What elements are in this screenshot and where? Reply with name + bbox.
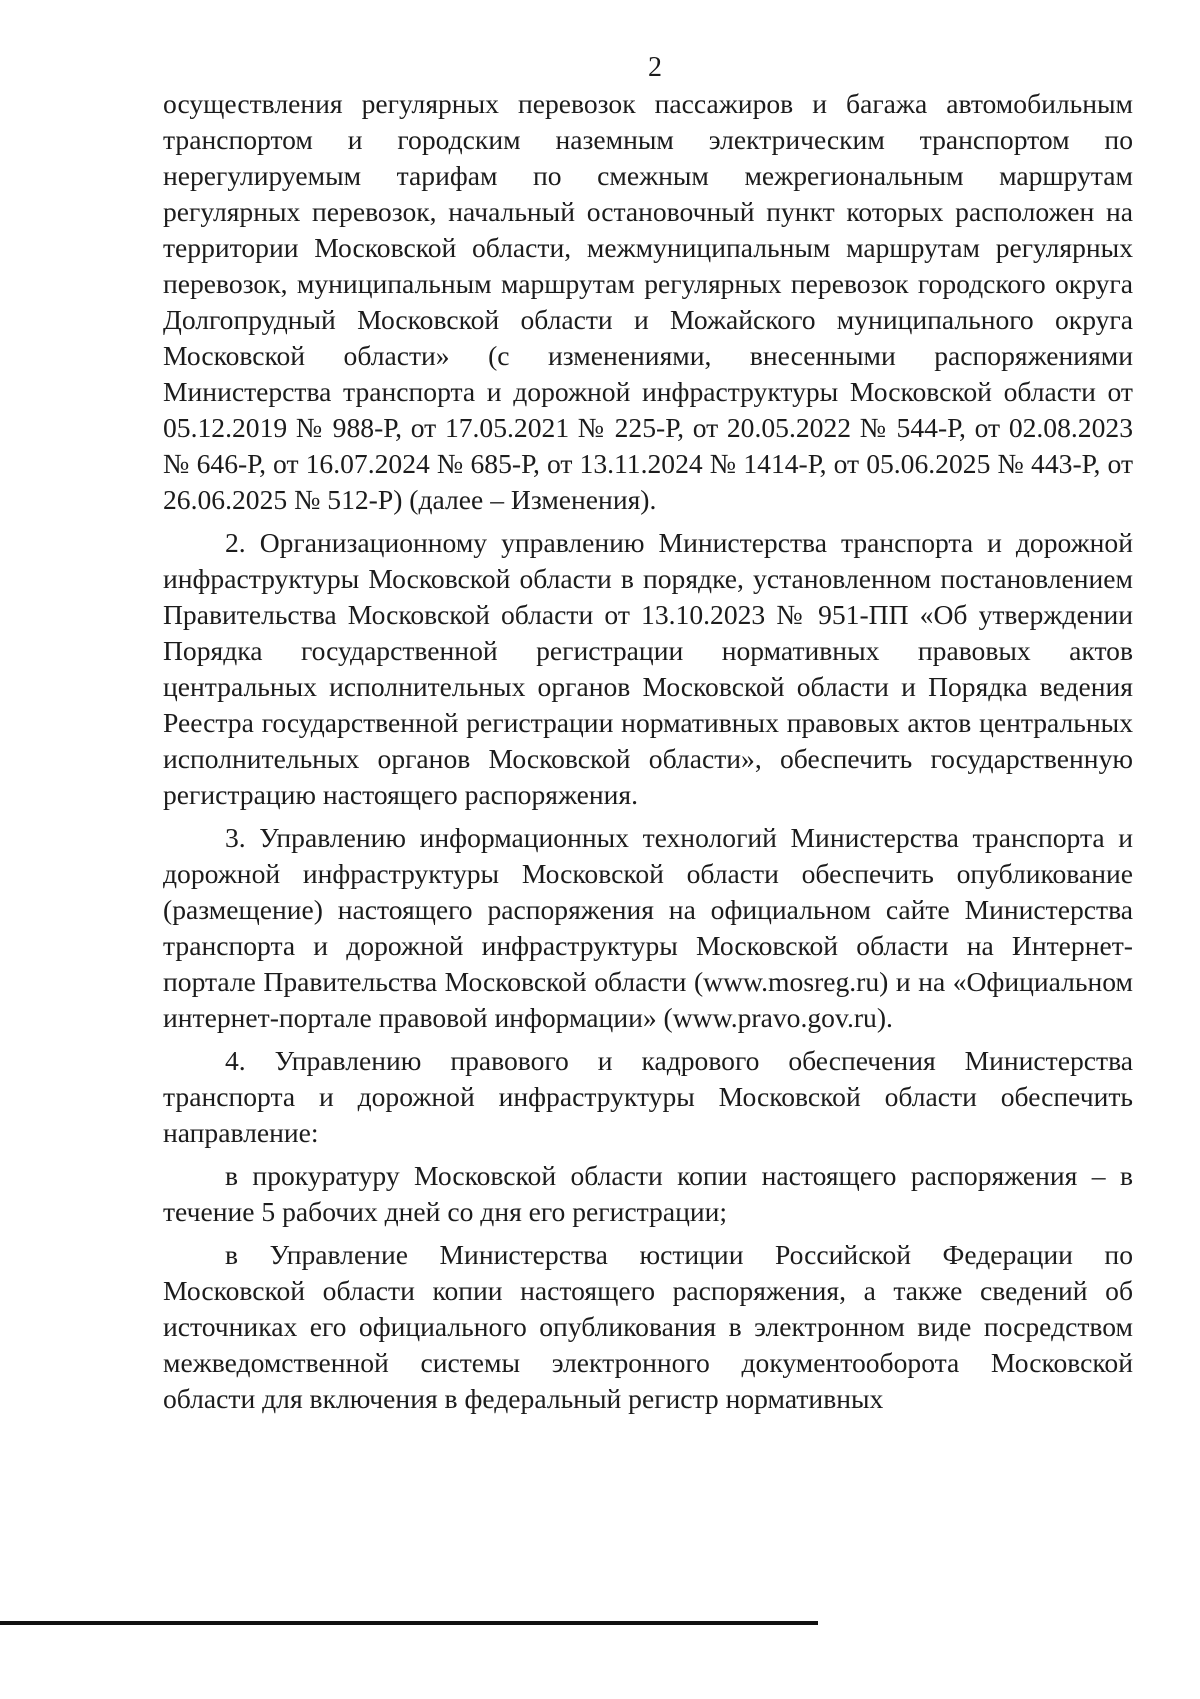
document-body	[163, 86, 1133, 1424]
paragraph-item-4-prosecutor: в прокуратуру Московской области копии настоящего распоряжения – в течение 5 рабочих дней со дня его регистрации;	[163, 1160, 1133, 1227]
page-number: 2	[648, 52, 662, 83]
paragraph-item-4-justice-ministry: в Управление Министерства юстиции Российской Федерации по Московской области копии настоящего распоряжения, а также сведений об источниках его официального опубликования в электронном виде посредством межведомственной системы электронного документооборота Московской области для включения в федеральный регистр нормативных	[163, 1239, 1133, 1414]
paragraph-item-2: 2. Организационному управлению Министерства транспорта и дорожной инфраструктуры Московской области в порядке, установленном постановлением Правительства Московской области от 13.10.2023 № 951-ПП «Об утверждении Порядка государственной регистрации нормативных правовых актов центральных исполнительных органов Московской области и Порядка ведения Реестра государственной регистрации нормативных правовых актов центральных исполнительных органов Московской области», обеспечить государственную регистрацию настоящего распоряжения.	[163, 527, 1133, 810]
paragraph-item-4: 4. Управлению правового и кадрового обеспечения Министерства транспорта и дорожной инфраструктуры Московской области обеспечить направление:	[163, 1045, 1133, 1148]
scan-bottom-line	[0, 1621, 818, 1625]
paragraph-item-3: 3. Управлению информационных технологий Министерства транспорта и дорожной инфраструктуры Московской области обеспечить опубликование (размещение) настоящего распоряжения на официальном сайте Министерства транспорта и дорожной инфраструктуры Московской области на Интернет-портале Правительства Московской области (www.mosreg.ru) и на «Официальном интернет-портале правовой информации» (www.pravo.gov.ru).	[163, 822, 1133, 1033]
paragraph-continuation: осуществления регулярных перевозок пассажиров и багажа автомобильным транспортом и городским наземным электрическим транспортом по нерегулируемым тарифам по смежным межрегиональным маршрутам регулярных перевозок, начальный остановочный пункт которых расположен на территории Московской области, межмуниципальным маршрутам регулярных перевозок, муниципальным маршрутам регулярных перевозок городского округа Долгопрудный Московской области и Можайского муниципального округа Московской области» (с изменениями, внесенными распоряжениями Министерства транспорта и дорожной инфраструктуры Московской области от 05.12.2019 № 988-Р, от 17.05.2021 № 225-Р, от 20.05.2022 № 544-Р, от 02.08.2023 № 646-Р, от 16.07.2024 № 685-Р, от 13.11.2024 № 1414-Р, от 05.06.2025 № 443-Р, от 26.06.2025 № 512-Р) (далее – Изменения).	[163, 88, 1133, 515]
